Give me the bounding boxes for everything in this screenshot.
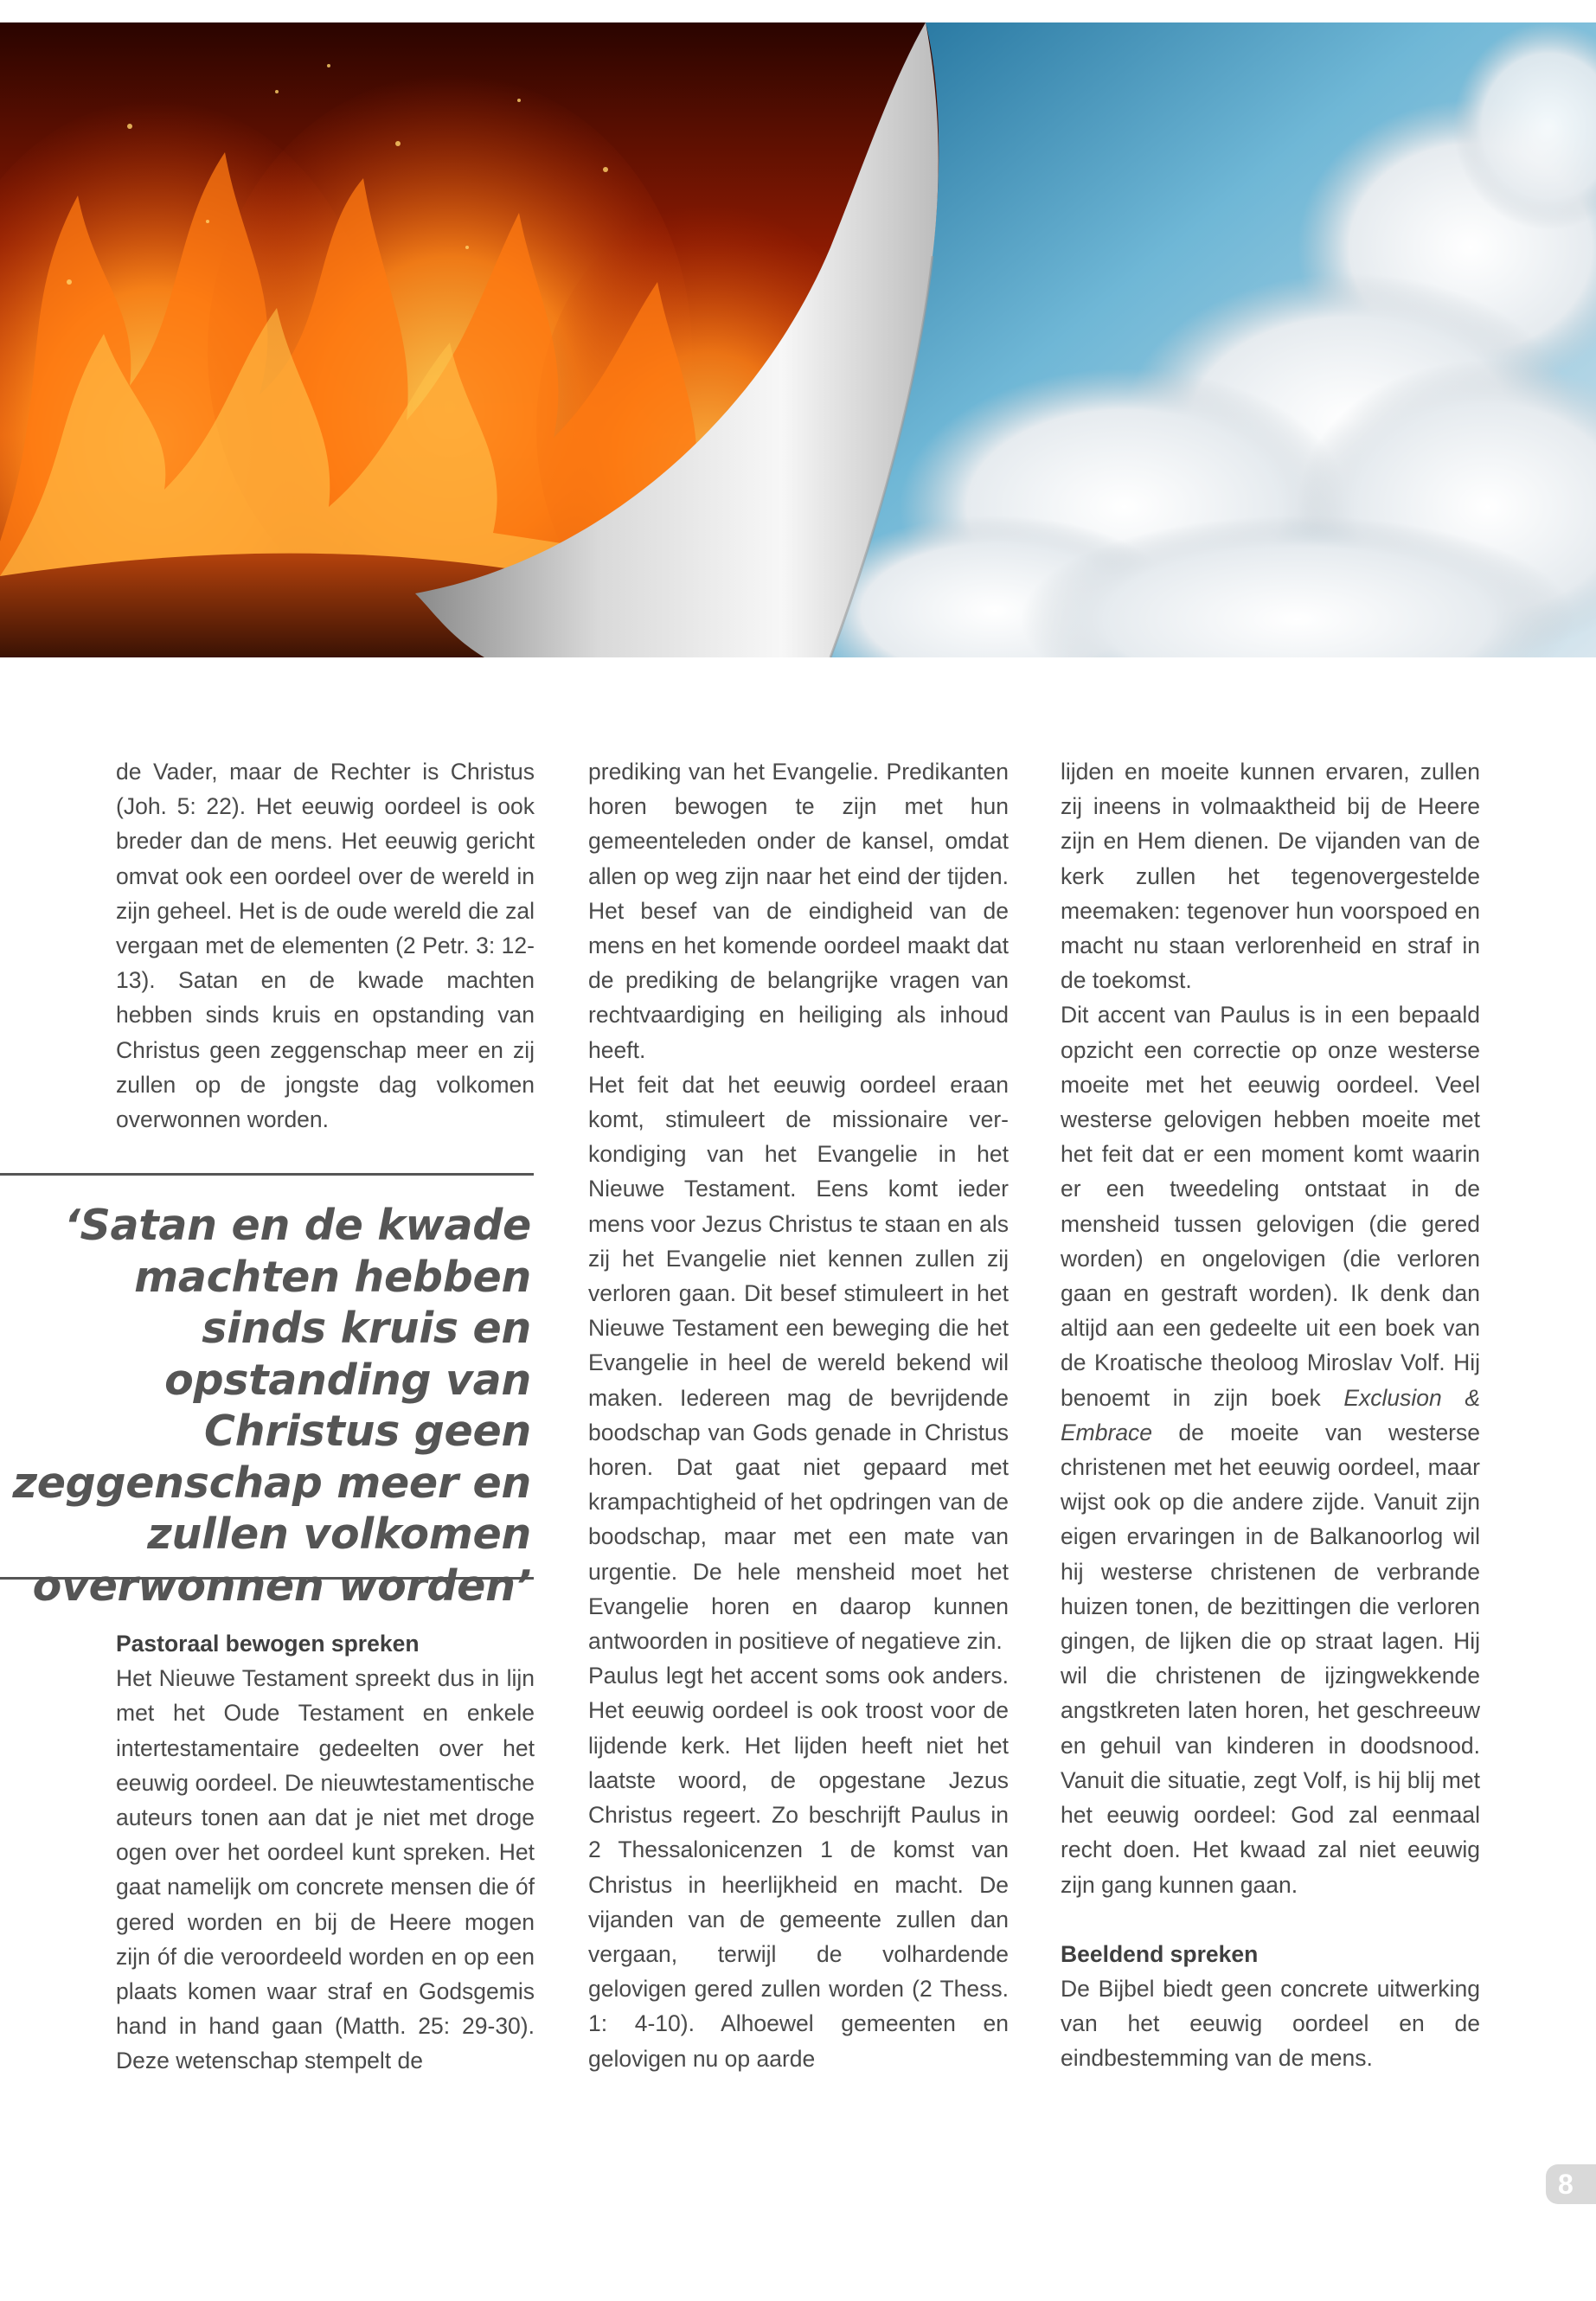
pull-quote: [0, 1173, 534, 1611]
section-heading: Beeldend spreken: [1061, 1940, 1259, 1967]
paragraph: prediking van het Evangelie. Predikanten horen bewogen te zijn met hun gemeenteleden onder de kansel, omdat allen op weg zijn naar het eind der tijden. Het besef van de eindigheid van de mens en het komende oordeel maakt dat de prediking de belangrijke vragen van rechtvaardiging en heiliging als inhoud heeft.: [588, 759, 1009, 1063]
paragraph: [1061, 997, 1480, 1901]
paragraph-text: Dit accent van Paulus is in een bepaald opzicht een correctie op onze westerse moeite met het eeuwig oordeel. Veel westerse gelovigen hebben moeite met het feit dat er een moment komt waarin er een tweedeling ontstaat in de mensheid tussen gelovigen (die gered worden) en ongelovigen (die verloren gaan en gestraft worden). Ik denk dan altijd aan een gedeelte uit een boek van de Kroatische theoloog Miroslav Volf. Hij benoemt in zijn boek: [1061, 1002, 1480, 1411]
pull-quote-text: ‘Satan en de kwade machten hebben sinds kruis en opstanding van Christus geen zeggenschap meer en zullen volkomen overwonnen worden’: [12, 1201, 531, 1611]
column-2: [588, 754, 1009, 2076]
paragraph: De Bijbel biedt geen concrete uitwerking van het eeuwig oordeel en de eindbestemming van de mens.: [1061, 1975, 1480, 2072]
column-1-bottom: [116, 1626, 535, 2079]
paragraph: de Vader, maar de Rechter is Christus (Joh. 5: 22). Het eeuwig oordeel is ook breder dan de mens. Het eeuwig gericht omvat ook een oordeel over de wereld in zijn geheel. Het is de oude wereld die zal vergaan met de elementen (2 Petr. 3: 12-13). Satan en de kwade machten hebben sinds kruis en opstanding van Christus geen zeggenschap meer en zij zullen op de jongste dag volkomen overwonnen worden.: [116, 759, 535, 1133]
column-1-top: [116, 754, 535, 1137]
spacer: [1061, 1902, 1480, 1937]
header-image-fire-and-clouds: [0, 22, 1596, 657]
section-heading: Pastoraal bewogen spreken: [116, 1631, 420, 1657]
paragraph: lijden en moeite kunnen ervaren, zullen zij ineens in volmaaktheid bij de Heere zijn en Hem dienen. De vijanden van de kerk zullen het tegenovergestelde meemaken: tegenover hun voorspoed en macht nu staan verlorenheid en straf in de toekomst.: [1061, 759, 1480, 994]
paragraph: Het feit dat het eeuwig oordeel eraan komt, stimuleert de missionaire verkondiging van het Evangelie in het Nieuwe Testament. Eens komt ieder mens voor Jezus Christus te staan en als zij het Evangelie niet kennen zullen zij verloren gaan. Dit besef stimuleert in het Nieuwe Testament een beweging die het Evangelie in heel de wereld bekend wil maken. Iedereen mag de bevrijdende boodschap van Gods genade in Christus horen. Dat gaat niet gepaard met krampachtigheid of het opdringen van de boodschap, maar met een mate van urgentie. De hele mensheid moet het Evangelie horen en daarop kunnen antwoorden in positieve of negatieve zin.: [588, 1071, 1009, 1655]
column-3: [1061, 754, 1480, 2076]
fire-heaven-illustration: [0, 22, 1596, 657]
paragraph: Het Nieuwe Testament spreekt dus in lijn met het Oude Testament en enkele intertestamentaire gedeelten over het eeuwig oordeel. De nieuwtestamentische auteurs tonen aan dat je niet met droge ogen over het oordeel kunt spreken. Het gaat namelijk om concrete mensen die óf gered worden en bij de Heere mogen zijn óf die veroordeeld worden en op een plaats komen waar straf en Godsgemis hand in hand gaan (Matth. 25: 29-30). Deze wetenschap stempelt de: [116, 1665, 535, 2074]
paragraph-text: de moeite van westerse christenen met het eeuwig oordeel, maar wijst ook op die andere zijde. Vanuit zijn eigen ervaringen in de Balkanoorlog wil hij westerse christenen de verbrande huizen tonen, de bezittingen die verloren gingen, de lijken die op straat lagen. Hij wil die christenen de ijzingwekkende angstkreten laten horen, het geschreeuw en gehuil van kinderen in doodsnood. Vanuit die situatie, zegt Volf, is hij blij met het eeuwig oordeel: God zal eenmaal recht doen. Het kwaad zal niet eeuwig zijn gang kunnen gaan.: [1061, 1419, 1480, 1898]
paragraph: Paulus legt het accent soms ook anders. Het eeuwig oordeel is ook troost voor de lijdende kerk. Het lijden heeft niet het laatste woord, de opgestane Jezus Christus regeert. Zo beschrijft Paulus in 2 Thessalonicenzen 1 de komst van Christus in heerlijkheid en macht. De vijanden van de gemeente zullen dan vergaan, terwijl de volhardende gelovigen gered zullen worden (2 Thess. 1: 4-10). Alhoewel gemeenten en gelovigen nu op aarde: [588, 1663, 1009, 2072]
page-number: 8: [1546, 2164, 1596, 2204]
book-title: Exclusion & Embrace: [1061, 1384, 1481, 1445]
